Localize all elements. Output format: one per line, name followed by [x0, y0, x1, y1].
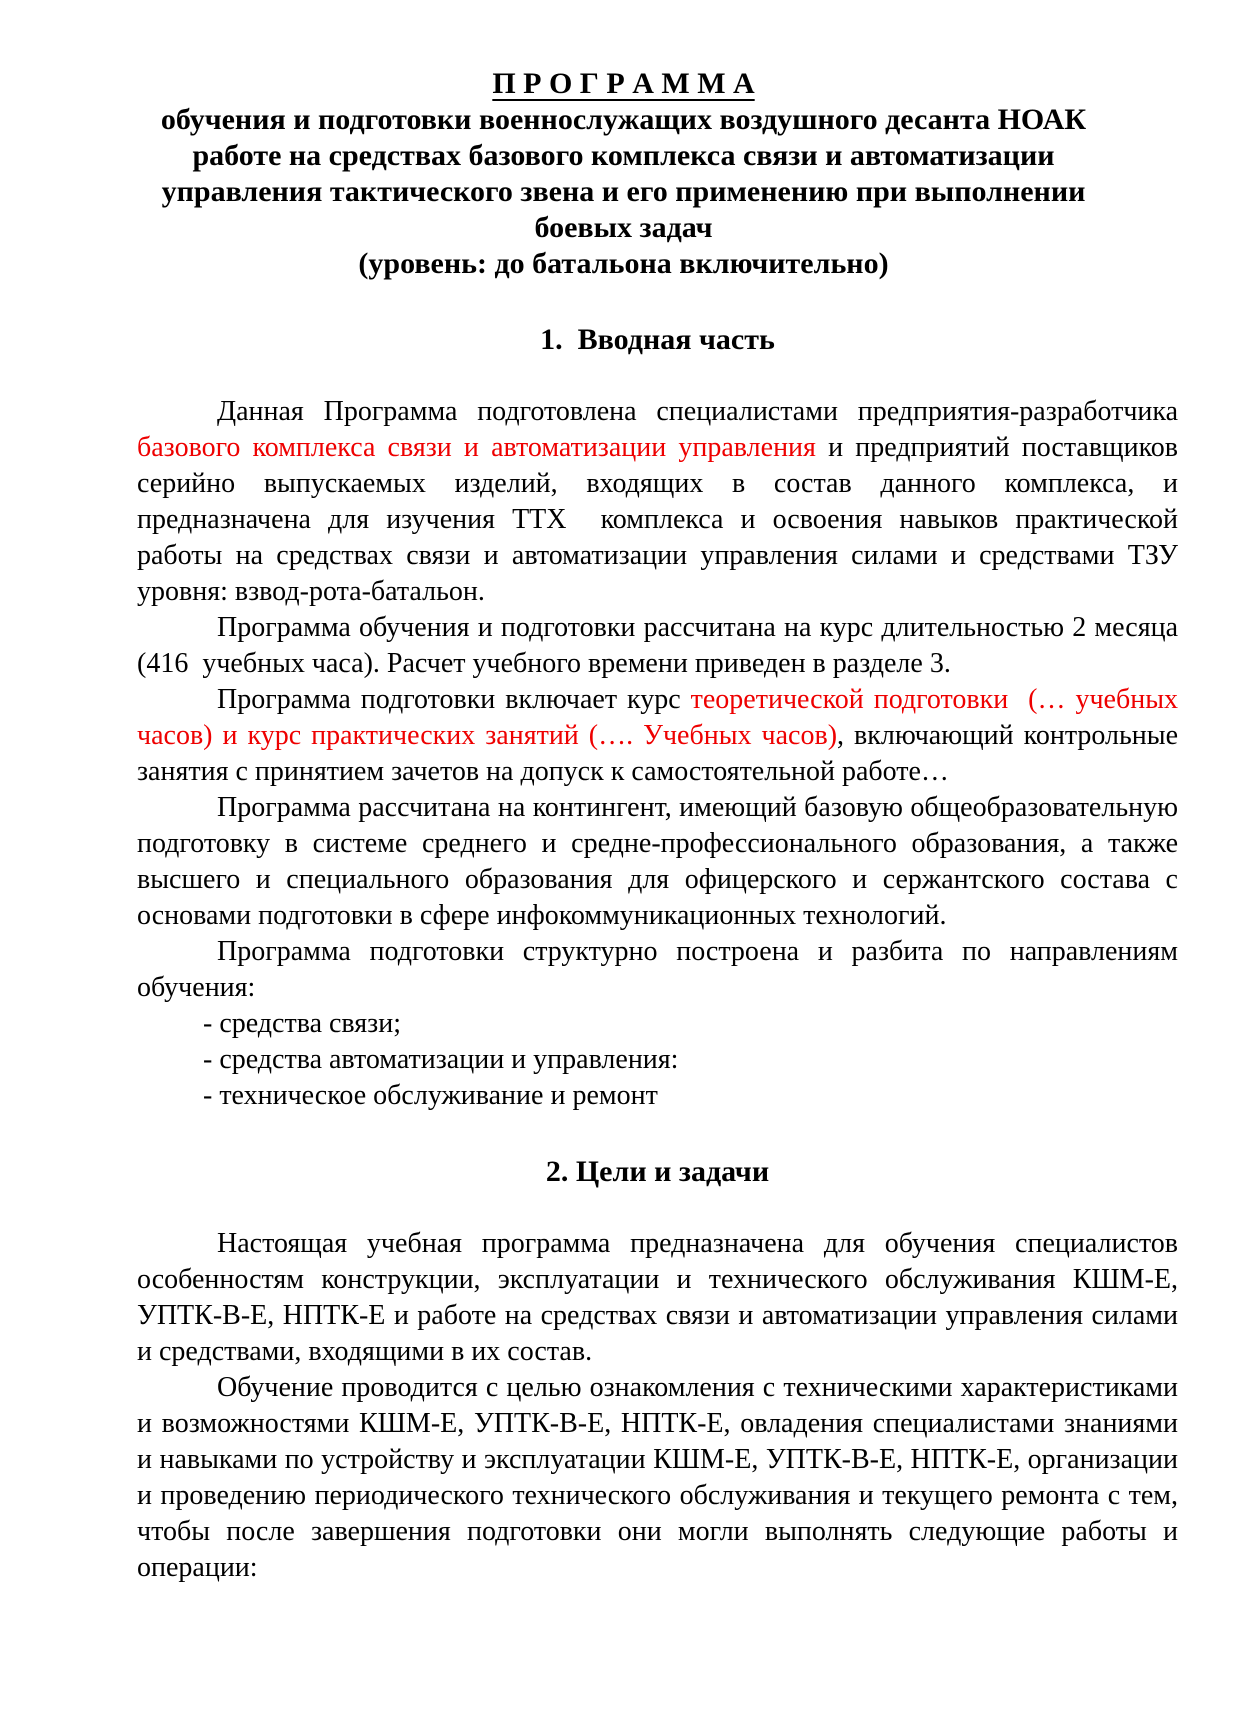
text-run: , включающий контрольные занятия с принятием зачетов на допуск к самостоятельной работе…: [137, 720, 1179, 787]
list-item: [137, 1078, 1178, 1114]
text-run-red: теоретической подготовки (… учебных часов) и курс практических занятий (…. Учебных часов): [137, 684, 1178, 751]
paragraph: [137, 1370, 1178, 1586]
document-subtitle-line: работе на средствах базового комплекса связи и автоматизации: [192, 139, 1055, 172]
text-run: Обучение проводится с целью ознакомления с техническими характеристиками и возможностями КШМ-Е, УПТК-В-Е, НПТК-Е, овладения специалистами знаниями и навыками по устройству и эксплуатации КШМ-Е, УПТК-В-Е, НПТК-Е, организации и проведению периодического технического обслуживания и текущего ремонта с тем, чтобы после завершения подготовки они могли выполнять следующие работы и операции:: [137, 1372, 1178, 1583]
section-heading-1: 1. Вводная часть: [540, 323, 775, 356]
document-subtitle: [103, 102, 1144, 282]
list-item: [137, 1006, 1178, 1042]
section-heading-2: 2. Цели и задачи: [545, 1155, 770, 1188]
text-run: Программа подготовки включает курс: [217, 684, 691, 715]
text-run: - средства связи;: [203, 1008, 401, 1039]
document-subtitle-line: боевых задач: [534, 211, 713, 244]
document-subtitle-line: (уровень: до батальона включительно): [358, 247, 889, 280]
paragraph: [137, 790, 1178, 934]
list-item: [137, 1042, 1178, 1078]
paragraph: [137, 1226, 1178, 1370]
text-run: и предприятий поставщиков серийно выпускаемых изделий, входящих в состав данного комплекса, и предназначена для изучения ТТХ комплекса и освоения навыков практической работы на средствах связи и автоматизации управления силами и средствами ТЗУ уровня: взвод-рота-батальон.: [137, 432, 1179, 607]
paragraph: [137, 682, 1178, 790]
paragraph: [137, 394, 1178, 610]
text-run: Данная Программа подготовлена специалистами предприятия-разработчика: [217, 396, 1178, 427]
text-run: - средства автоматизации и управления:: [203, 1044, 679, 1075]
text-run: Программа рассчитана на контингент, имеющий базовую общеобразовательную подготовку в системе среднего и средне-профессионального образования, а также высшего и специального образования для офицерского и сержантского состава с основами подготовки в сфере инфокоммуникационных технологий.: [137, 792, 1178, 931]
document-body: [137, 322, 1178, 1586]
text-run-red: базового комплекса связи и автоматизации управления: [137, 432, 816, 463]
text-run: Программа обучения и подготовки рассчитана на курс длительностью 2 месяца (416 учебных часа). Расчет учебного времени приведен в разделе 3.: [137, 612, 1178, 679]
document-title: [103, 66, 1144, 102]
document-subtitle-line: обучения и подготовки военнослужащих воздушного десанта НОАК: [160, 103, 1087, 136]
paragraph: [137, 934, 1178, 1006]
document-header: [103, 66, 1144, 282]
text-run: - техническое обслуживание и ремонт: [203, 1080, 658, 1111]
document-subtitle-line: управления тактического звена и его применению при выполнении: [161, 175, 1086, 208]
paragraph: [137, 610, 1178, 682]
text-run: Настоящая учебная программа предназначена для обучения специалистов особенностям конструкции, эксплуатации и технического обслуживания КШМ-Е, УПТК-В-Е, НПТК-Е и работе на средствах связи и автоматизации управления силами и средствами, входящими в их состав.: [137, 1228, 1178, 1367]
text-run: Программа подготовки структурно построена и разбита по направлениям обучения:: [137, 936, 1178, 1003]
document-title-text: П Р О Г Р А М М А: [492, 67, 755, 100]
